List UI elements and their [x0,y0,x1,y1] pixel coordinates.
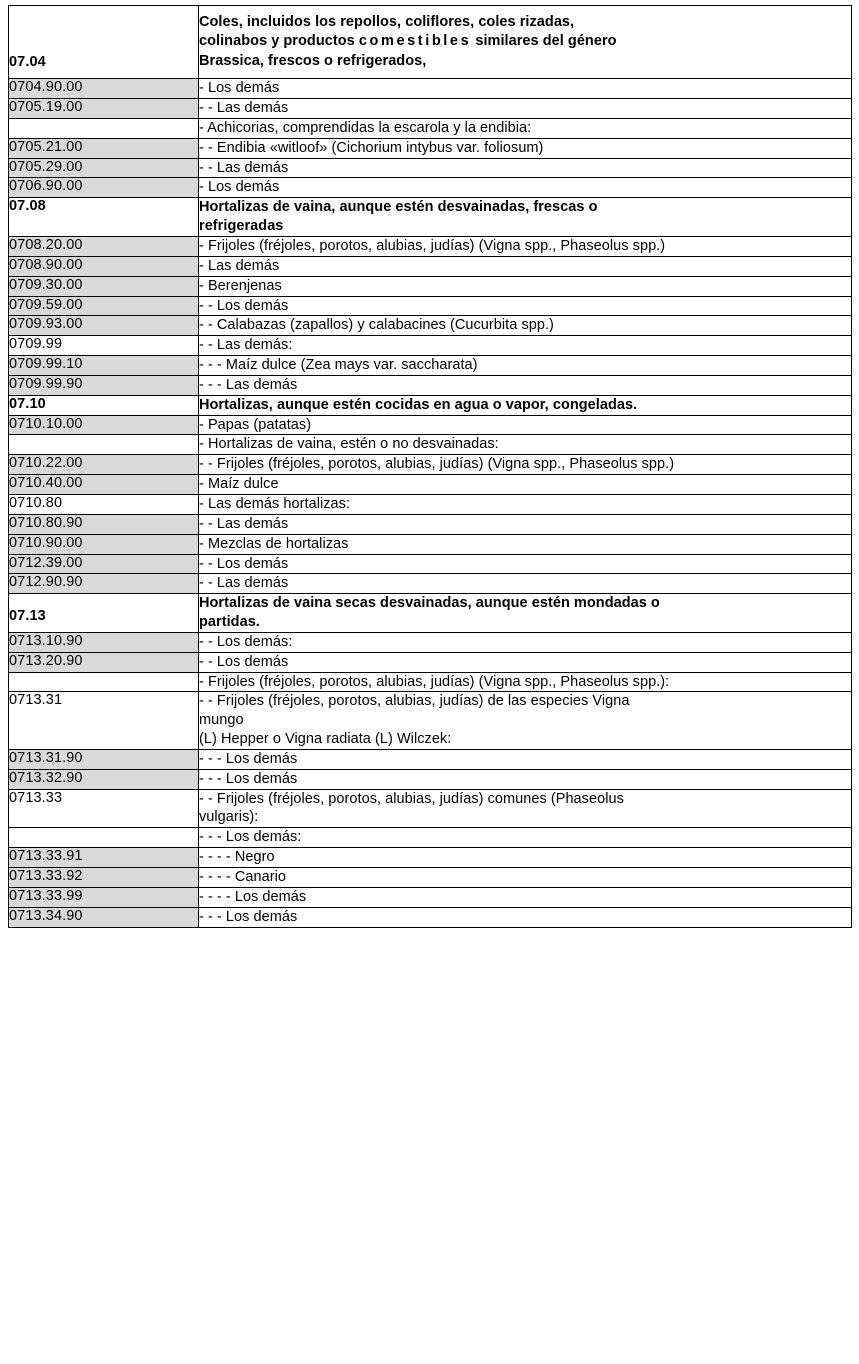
tariff-code-cell: 07.13 [9,594,199,633]
tariff-description-cell [199,789,852,828]
tariff-description-cell: - - - Los demás [199,769,852,789]
table-row [9,749,852,769]
tariff-description-cell: - - - Los demás: [199,828,852,848]
table-row [9,138,852,158]
tariff-code-cell: 0710.40.00 [9,475,199,495]
table-row [9,828,852,848]
table-row [9,158,852,178]
tariff-code-cell-empty [9,672,199,692]
tariff-code-cell: 0708.20.00 [9,237,199,257]
table-row [9,692,852,750]
tariff-description-cell: - - Las demás [199,99,852,119]
table-row [9,375,852,395]
description-line: (L) Hepper o Vigna radiata (L) Wilczek: [199,731,452,748]
table-row [9,907,852,927]
tariff-description-cell: - Papas (patatas) [199,415,852,435]
tariff-description-cell [199,594,852,633]
table-row [9,99,852,119]
description-line: - - Frijoles (fréjoles, porotos, alubias, judías) de las especies Vigna [199,693,630,710]
tariff-description-cell: - Los demás [199,178,852,198]
table-row [9,276,852,296]
description-line: mungo [199,712,244,729]
tariff-description-cell: - - - Maíz dulce (Zea mays var. saccharata) [199,356,852,376]
tariff-description-cell: - - Las demás [199,574,852,594]
table-row [9,435,852,455]
tariff-code-cell: 0710.80.90 [9,514,199,534]
tariff-code-cell: 0710.80 [9,494,199,514]
tariff-code-cell: 0708.90.00 [9,256,199,276]
tariff-code-cell: 0709.99.90 [9,375,199,395]
tariff-code-cell: 0713.32.90 [9,769,199,789]
tariff-description-cell: - - - Los demás [199,749,852,769]
tariff-table-body [9,6,852,928]
table-row [9,554,852,574]
tariff-description-cell: - Las demás [199,256,852,276]
tariff-code-cell: 0713.33.92 [9,868,199,888]
table-row [9,316,852,336]
description-line: Coles, incluidos los repollos, coliflores, coles rizadas, [199,14,575,30]
tariff-description-cell: - Las demás hortalizas: [199,494,852,514]
tariff-code-cell: 0709.93.00 [9,316,199,336]
tariff-description-cell: - - Frijoles (fréjoles, porotos, alubias, judías) (Vigna spp., Phaseolus spp.) [199,455,852,475]
table-row [9,455,852,475]
tariff-code-cell: 0709.59.00 [9,296,199,316]
table-row [9,769,852,789]
tariff-description-cell: - - Las demás [199,514,852,534]
table-row [9,514,852,534]
tariff-code-cell: 0713.33.91 [9,848,199,868]
tariff-description-cell [199,692,852,750]
tariff-description-cell: - - Los demás [199,652,852,672]
tariff-code-cell: 07.04 [9,6,199,79]
tariff-description-cell: - Los demás [199,79,852,99]
table-row [9,848,852,868]
tariff-code-cell: 0713.34.90 [9,907,199,927]
tariff-code-cell: 0710.22.00 [9,455,199,475]
tariff-description-cell: - Frijoles (fréjoles, porotos, alubias, judías) (Vigna spp., Phaseolus spp.): [199,672,852,692]
tariff-code-cell: 07.08 [9,198,199,237]
description-line: partidas. [199,614,260,631]
tariff-code-cell: 0710.90.00 [9,534,199,554]
table-row [9,574,852,594]
table-row [9,594,852,633]
tariff-code-cell: 0704.90.00 [9,79,199,99]
tariff-code-cell: 0705.19.00 [9,99,199,119]
description-line: colinabos y productos comestibles similares del género [199,33,617,50]
tariff-description-cell: - Maíz dulce [199,475,852,495]
tariff-description-cell: - - Endibia «witloof» (Cichorium intybus var. foliosum) [199,138,852,158]
description-line: Hortalizas de vaina secas desvainadas, aunque estén mondadas o [199,595,660,612]
description-line: vulgaris): [199,809,259,826]
tariff-description-cell: - - - - Canario [199,868,852,888]
table-row [9,237,852,257]
tariff-code-cell: 0709.99 [9,336,199,356]
tariff-table [8,5,852,928]
table-row [9,652,852,672]
table-row [9,79,852,99]
tariff-code-cell: 0713.31.90 [9,749,199,769]
tariff-code-cell-empty [9,118,199,138]
tariff-code-cell: 0713.33 [9,789,199,828]
tariff-description-cell: - Mezclas de hortalizas [199,534,852,554]
table-row [9,395,852,415]
tariff-description-cell: - - - - Negro [199,848,852,868]
tariff-description-cell: - Hortalizas de vaina, estén o no desvainadas: [199,435,852,455]
tariff-description-cell [199,6,852,79]
tariff-description-cell: - - - Las demás [199,375,852,395]
table-row [9,887,852,907]
tariff-code-cell: 0713.31 [9,692,199,750]
table-row [9,475,852,495]
tariff-description-cell [199,198,852,237]
tariff-description-cell: - - - - Los demás [199,887,852,907]
tariff-description-cell: - Achicorias, comprendidas la escarola y la endibia: [199,118,852,138]
table-row [9,868,852,888]
tariff-description-cell: - - Las demás [199,158,852,178]
table-row [9,356,852,376]
tariff-description-cell: - - Los demás [199,296,852,316]
tariff-code-cell: 0712.90.90 [9,574,199,594]
table-row [9,534,852,554]
tariff-code-cell: 0713.33.99 [9,887,199,907]
tariff-description-cell: - - Calabazas (zapallos) y calabacines (Cucurbita spp.) [199,316,852,336]
tariff-code-cell: 0713.10.90 [9,632,199,652]
table-row [9,118,852,138]
tariff-code-cell-empty [9,435,199,455]
tariff-description-cell: - Berenjenas [199,276,852,296]
table-row [9,336,852,356]
tariff-description-cell: - Frijoles (fréjoles, porotos, alubias, judías) (Vigna spp., Phaseolus spp.) [199,237,852,257]
tariff-code-cell: 0705.29.00 [9,158,199,178]
table-row [9,6,852,79]
tariff-code-cell: 0706.90.00 [9,178,199,198]
tariff-description-cell: Hortalizas, aunque estén cocidas en agua o vapor, congeladas. [199,395,852,415]
description-line: refrigeradas [199,218,284,235]
table-row [9,178,852,198]
description-line: Hortalizas de vaina, aunque estén desvainadas, frescas o [199,199,598,216]
description-line: - - Frijoles (fréjoles, porotos, alubias, judías) comunes (Phaseolus [199,790,624,807]
tariff-code-cell: 0710.10.00 [9,415,199,435]
tariff-code-cell: 0709.30.00 [9,276,199,296]
description-line: Brassica, frescos o refrigerados, [199,52,427,69]
table-row [9,256,852,276]
tariff-code-cell: 0712.39.00 [9,554,199,574]
table-row [9,198,852,237]
letter-spaced-word: comestibles [358,33,472,50]
tariff-description-cell: - - Los demás: [199,632,852,652]
table-row [9,789,852,828]
table-row [9,494,852,514]
tariff-description-cell: - - Las demás: [199,336,852,356]
table-row [9,632,852,652]
table-row [9,415,852,435]
tariff-code-cell-empty [9,828,199,848]
tariff-code-cell: 0713.20.90 [9,652,199,672]
tariff-code-cell: 07.10 [9,395,199,415]
tariff-code-cell: 0709.99.10 [9,356,199,376]
tariff-code-cell: 0705.21.00 [9,138,199,158]
tariff-description-cell: - - - Los demás [199,907,852,927]
tariff-description-cell: - - Los demás [199,554,852,574]
table-row [9,296,852,316]
table-row [9,672,852,692]
